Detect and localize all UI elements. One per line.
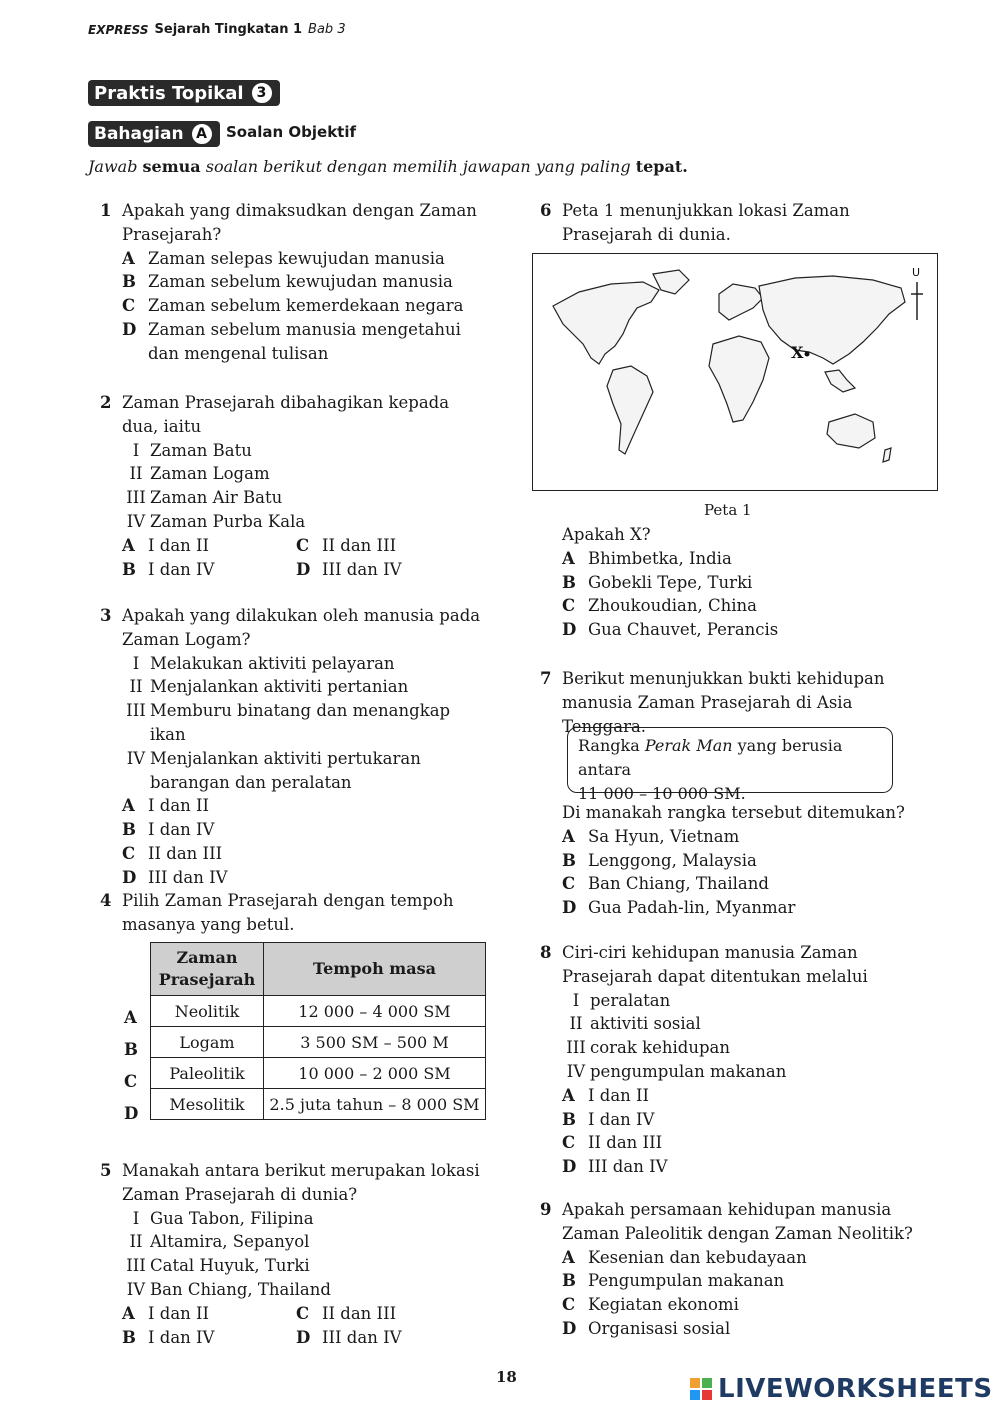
publisher-logo: EXPRESS (88, 22, 149, 37)
evidence-text-2: yang berusia antara (578, 736, 843, 779)
option-letter: A (562, 1085, 575, 1105)
option-text: Gobekli Tepe, Turki (588, 572, 753, 592)
praktis-number: 3 (250, 81, 274, 105)
roman-item (562, 1036, 940, 1060)
question-text: Peta 1 menunjukkan lokasi Zaman Prasejarah di dunia. (562, 201, 850, 244)
option-a[interactable] (562, 825, 940, 849)
roman-item (122, 699, 490, 747)
asia (759, 276, 905, 364)
question-text: Apakah persamaan kehidupan manusia Zaman Paleolitik dengan Zaman Neolitik? (562, 1200, 913, 1243)
roman-text: Gua Tabon, Filipina (150, 1208, 314, 1228)
option-text: Zaman sebelum kewujudan manusia (148, 272, 453, 292)
evidence-italic: Perak Man (644, 736, 733, 755)
instruction (88, 157, 688, 176)
option-text: Zaman sebelum manusia mengetahui dan mengenal tulisan (148, 319, 461, 363)
option-letter: B (562, 1109, 576, 1129)
option-c[interactable] (296, 1302, 470, 1326)
question-number: 6 (540, 201, 552, 220)
question-number: 5 (100, 1161, 112, 1180)
roman-numeral: III (126, 701, 146, 721)
book-title: Sejarah Tingkatan 1 (154, 22, 303, 37)
roman-item (122, 675, 490, 699)
option-c[interactable] (562, 1293, 940, 1317)
instruction-text-2: soalan berikut dengan memilih jawapan yang paling (205, 157, 631, 176)
location-dot (805, 352, 810, 357)
question-6 (540, 199, 940, 247)
option-letter: A (122, 535, 135, 555)
question-number: 3 (100, 606, 112, 625)
option-text: I dan II (148, 796, 210, 816)
roman-numeral: IV (566, 1061, 586, 1081)
table-header-tempoh: Tempoh masa (264, 943, 486, 996)
bahagian-badge (88, 121, 220, 147)
roman-item (122, 1278, 490, 1302)
roman-text: Altamira, Sepanyol (150, 1232, 310, 1252)
instruction-bold-1: semua (142, 157, 201, 176)
north-america (553, 282, 659, 364)
option-text: Lenggong, Malaysia (588, 850, 757, 870)
option-text: I dan II (588, 1085, 650, 1105)
roman-numeral: II (129, 677, 143, 697)
option-b[interactable] (562, 1108, 940, 1132)
option-text: I dan IV (148, 559, 215, 579)
row-label-a[interactable]: A (124, 1008, 137, 1027)
option-letter: D (562, 620, 577, 640)
roman-numeral: I (132, 440, 140, 460)
option-letter: B (562, 850, 576, 870)
tempoh-cell: 2.5 juta tahun – 8 000 SM (264, 1089, 486, 1120)
option-letter: A (122, 1303, 135, 1323)
page-header (88, 22, 346, 37)
option-text: Gua Chauvet, Perancis (588, 620, 779, 640)
table-row[interactable] (151, 1027, 486, 1058)
map-marker-x: X (791, 343, 804, 362)
roman-numeral: I (572, 990, 580, 1010)
option-letter: C (122, 843, 136, 863)
roman-numeral: IV (126, 1279, 146, 1299)
south-america (607, 366, 653, 454)
world-map (532, 253, 938, 491)
option-b[interactable] (562, 849, 940, 873)
world-map-svg (533, 254, 937, 490)
option-d[interactable] (562, 1155, 940, 1179)
option-text: III dan IV (148, 867, 228, 887)
option-a[interactable] (122, 247, 490, 271)
roman-numeral: IV (126, 748, 146, 768)
question-2 (100, 391, 490, 581)
option-c[interactable] (562, 594, 940, 618)
evidence-box (567, 727, 893, 803)
roman-text: Menjalankan aktiviti pertanian (150, 677, 409, 697)
option-text: I dan IV (588, 1109, 655, 1129)
option-a[interactable] (122, 1302, 296, 1326)
roman-item (562, 1012, 940, 1036)
question-prompt: Apakah X? (562, 525, 651, 544)
page-number: 18 (496, 1368, 517, 1386)
option-a[interactable] (562, 1084, 940, 1108)
question-1 (100, 199, 490, 366)
option-text: II dan III (322, 535, 397, 555)
roman-item (122, 1230, 490, 1254)
option-c[interactable] (296, 534, 470, 558)
option-letter: C (562, 1295, 576, 1315)
option-text: Pengumpulan makanan (588, 1271, 785, 1291)
instruction-bold-2: tepat. (635, 157, 688, 176)
roman-numeral: IV (126, 511, 146, 531)
option-text: Gua Padah-lin, Myanmar (588, 898, 796, 918)
map-caption: Peta 1 (704, 501, 752, 519)
option-text: Organisasi sosial (588, 1318, 731, 1338)
roman-text: Melakukan aktiviti pelayaran (150, 653, 395, 673)
zaman-cell: Mesolitik (151, 1089, 264, 1120)
option-letter: D (562, 1318, 577, 1338)
question-text: Manakah antara berikut merupakan lokasi Zaman Prasejarah di dunia? (122, 1161, 480, 1204)
roman-item (562, 1060, 940, 1084)
question-9 (540, 1198, 940, 1341)
roman-numeral: II (129, 464, 143, 484)
zaman-cell: Neolitik (151, 996, 264, 1027)
southeast-asia (825, 370, 855, 392)
evidence-text-3: 11 000 – 10 000 SM. (578, 784, 746, 803)
section-title: Soalan Objektif (226, 123, 357, 141)
roman-text: Memburu binatang dan menangkap ikan (149, 701, 451, 744)
brand-grid-icon (690, 1378, 712, 1400)
bahagian-letter: A (190, 122, 214, 146)
roman-numeral: I (132, 1208, 140, 1228)
table-header-zaman: Zaman Prasejarah (151, 943, 264, 996)
roman-text: pengumpulan makanan (590, 1061, 787, 1081)
option-text: I dan II (148, 1303, 210, 1323)
australia (827, 414, 875, 448)
option-a[interactable] (562, 1246, 940, 1270)
option-text: III dan IV (322, 1327, 402, 1347)
tempoh-cell: 3 500 SM – 500 M (264, 1027, 486, 1058)
roman-numeral: III (126, 488, 146, 508)
roman-item (122, 1254, 490, 1278)
compass-label: U (912, 266, 921, 279)
new-zealand (883, 448, 891, 462)
question-text: Ciri-ciri kehidupan manusia Zaman Prasejarah dapat ditentukan melalui (562, 943, 868, 986)
roman-text: Zaman Purba Kala (150, 511, 306, 531)
option-text: I dan IV (148, 1327, 215, 1347)
option-b[interactable] (122, 1326, 296, 1350)
question-5 (100, 1159, 490, 1349)
bahagian-label: Bahagian (94, 124, 184, 144)
praktis-label: Praktis Topikal (94, 82, 244, 104)
option-letter: A (562, 826, 575, 846)
roman-item (122, 652, 490, 676)
question-text: Apakah yang dilakukan oleh manusia pada Zaman Logam? (122, 606, 481, 649)
roman-item (122, 439, 490, 463)
option-letter: B (562, 1271, 576, 1291)
option-text: Kegiatan ekonomi (588, 1295, 739, 1315)
instruction-text-1: Jawab (88, 157, 138, 176)
tempoh-cell: 10 000 – 2 000 SM (264, 1058, 486, 1089)
roman-item (122, 747, 490, 795)
option-letter: C (296, 535, 310, 555)
question-4 (100, 889, 490, 937)
option-letter: B (122, 559, 136, 579)
brand-text: LIVEWORKSHEETS (718, 1374, 993, 1404)
question-text: Berikut menunjukkan bukti kehidupan manusia Zaman Prasejarah di Asia Tenggara. (562, 669, 885, 736)
option-b[interactable] (562, 571, 940, 595)
option-text: Ban Chiang, Thailand (588, 874, 769, 894)
option-text: Bhimbetka, India (588, 548, 732, 568)
table-row[interactable] (151, 996, 486, 1027)
option-text: Zaman sebelum kemerdekaan negara (148, 296, 464, 316)
option-text: III dan IV (322, 559, 402, 579)
option-a[interactable] (122, 534, 296, 558)
question-6-choices (540, 523, 940, 642)
option-text: I dan IV (148, 820, 215, 840)
option-d[interactable] (296, 558, 470, 582)
roman-text: peralatan (590, 990, 671, 1010)
option-letter: B (122, 1327, 136, 1347)
question-number: 9 (540, 1200, 552, 1219)
question-text: Pilih Zaman Prasejarah dengan tempoh masanya yang betul. (122, 891, 454, 934)
option-c[interactable] (122, 842, 490, 866)
roman-numeral: II (569, 1014, 583, 1034)
row-label-c[interactable]: C (124, 1072, 138, 1091)
roman-text: Zaman Batu (150, 440, 252, 460)
europe (719, 284, 763, 320)
option-a[interactable] (562, 547, 940, 571)
question-3 (100, 604, 490, 890)
question-text: Zaman Prasejarah dibahagikan kepada dua, iaitu (122, 393, 450, 436)
roman-numeral: III (126, 1256, 146, 1276)
row-label-b[interactable]: B (124, 1040, 138, 1059)
option-c[interactable] (562, 1131, 940, 1155)
option-b[interactable] (122, 270, 490, 294)
option-letter: D (562, 898, 577, 918)
roman-text: Catal Huyuk, Turki (150, 1256, 310, 1276)
option-c[interactable] (562, 872, 940, 896)
roman-numeral: III (566, 1038, 586, 1058)
option-a[interactable] (122, 794, 490, 818)
option-text: II dan III (588, 1133, 663, 1153)
table-row[interactable] (151, 1089, 486, 1120)
option-text: Kesenian dan kebudayaan (588, 1247, 807, 1267)
table-row[interactable] (151, 1058, 486, 1089)
option-text: III dan IV (588, 1157, 668, 1177)
praktis-topikal-badge (88, 80, 280, 106)
option-letter: C (562, 874, 576, 894)
africa (709, 336, 769, 422)
roman-text: aktiviti sosial (590, 1014, 701, 1034)
zaman-cell: Logam (151, 1027, 264, 1058)
tempoh-table (150, 942, 486, 1120)
option-letter: C (122, 296, 136, 316)
option-letter: B (122, 272, 136, 292)
option-text: Zaman selepas kewujudan manusia (148, 248, 445, 268)
roman-item (122, 510, 490, 534)
question-number: 2 (100, 393, 112, 412)
option-b[interactable] (122, 558, 296, 582)
option-letter: D (122, 867, 137, 887)
option-text: I dan II (148, 535, 210, 555)
roman-text: corak kehidupan (590, 1038, 731, 1058)
option-letter: D (296, 1327, 311, 1347)
roman-item (122, 1207, 490, 1231)
question-7-choices (540, 801, 940, 920)
option-d[interactable] (562, 1317, 940, 1341)
chapter-label: Bab 3 (308, 22, 346, 37)
question-prompt: Di manakah rangka tersebut ditemukan? (562, 803, 905, 822)
roman-text: Zaman Logam (150, 464, 270, 484)
option-text: II dan III (148, 843, 223, 863)
question-8 (540, 941, 940, 1179)
zaman-cell: Paleolitik (151, 1058, 264, 1089)
question-text: Apakah yang dimaksudkan dengan Zaman Prasejarah? (122, 201, 477, 244)
roman-text: Ban Chiang, Thailand (150, 1279, 331, 1299)
option-text: II dan III (322, 1303, 397, 1323)
roman-text: Menjalankan aktiviti pertukaran barangan dan peralatan (150, 748, 421, 792)
tempoh-cell: 12 000 – 4 000 SM (264, 996, 486, 1027)
option-letter: C (562, 596, 576, 616)
compass-north (911, 282, 923, 320)
roman-item (122, 486, 490, 510)
option-letter: A (562, 548, 575, 568)
option-b[interactable] (562, 1269, 940, 1293)
option-text: Zhoukoudian, China (588, 596, 757, 616)
option-letter: A (122, 248, 135, 268)
roman-item (122, 462, 490, 486)
option-d[interactable] (296, 1326, 470, 1350)
option-letter: D (562, 1157, 577, 1177)
evidence-text-1: Rangka (578, 736, 640, 755)
roman-item (562, 989, 940, 1013)
roman-numeral: II (129, 1232, 143, 1252)
row-label-d[interactable]: D (124, 1104, 139, 1123)
option-letter: C (296, 1303, 310, 1323)
question-number: 8 (540, 943, 552, 962)
option-b[interactable] (122, 818, 490, 842)
option-letter: A (562, 1247, 575, 1267)
option-d[interactable] (562, 618, 940, 642)
option-letter: B (122, 820, 136, 840)
option-c[interactable] (122, 294, 490, 318)
option-d[interactable] (122, 318, 490, 366)
option-letter: C (562, 1133, 576, 1153)
option-d[interactable] (562, 896, 940, 920)
liveworksheets-logo[interactable] (690, 1374, 993, 1404)
option-letter: D (122, 319, 137, 339)
roman-numeral: I (132, 653, 140, 673)
question-number: 4 (100, 891, 112, 910)
option-letter: A (122, 796, 135, 816)
option-text: Sa Hyun, Vietnam (588, 826, 740, 846)
question-number: 7 (540, 669, 552, 688)
option-letter: B (562, 572, 576, 592)
question-number: 1 (100, 201, 112, 220)
option-d[interactable] (122, 866, 490, 890)
roman-text: Zaman Air Batu (150, 488, 283, 508)
option-letter: D (296, 559, 311, 579)
